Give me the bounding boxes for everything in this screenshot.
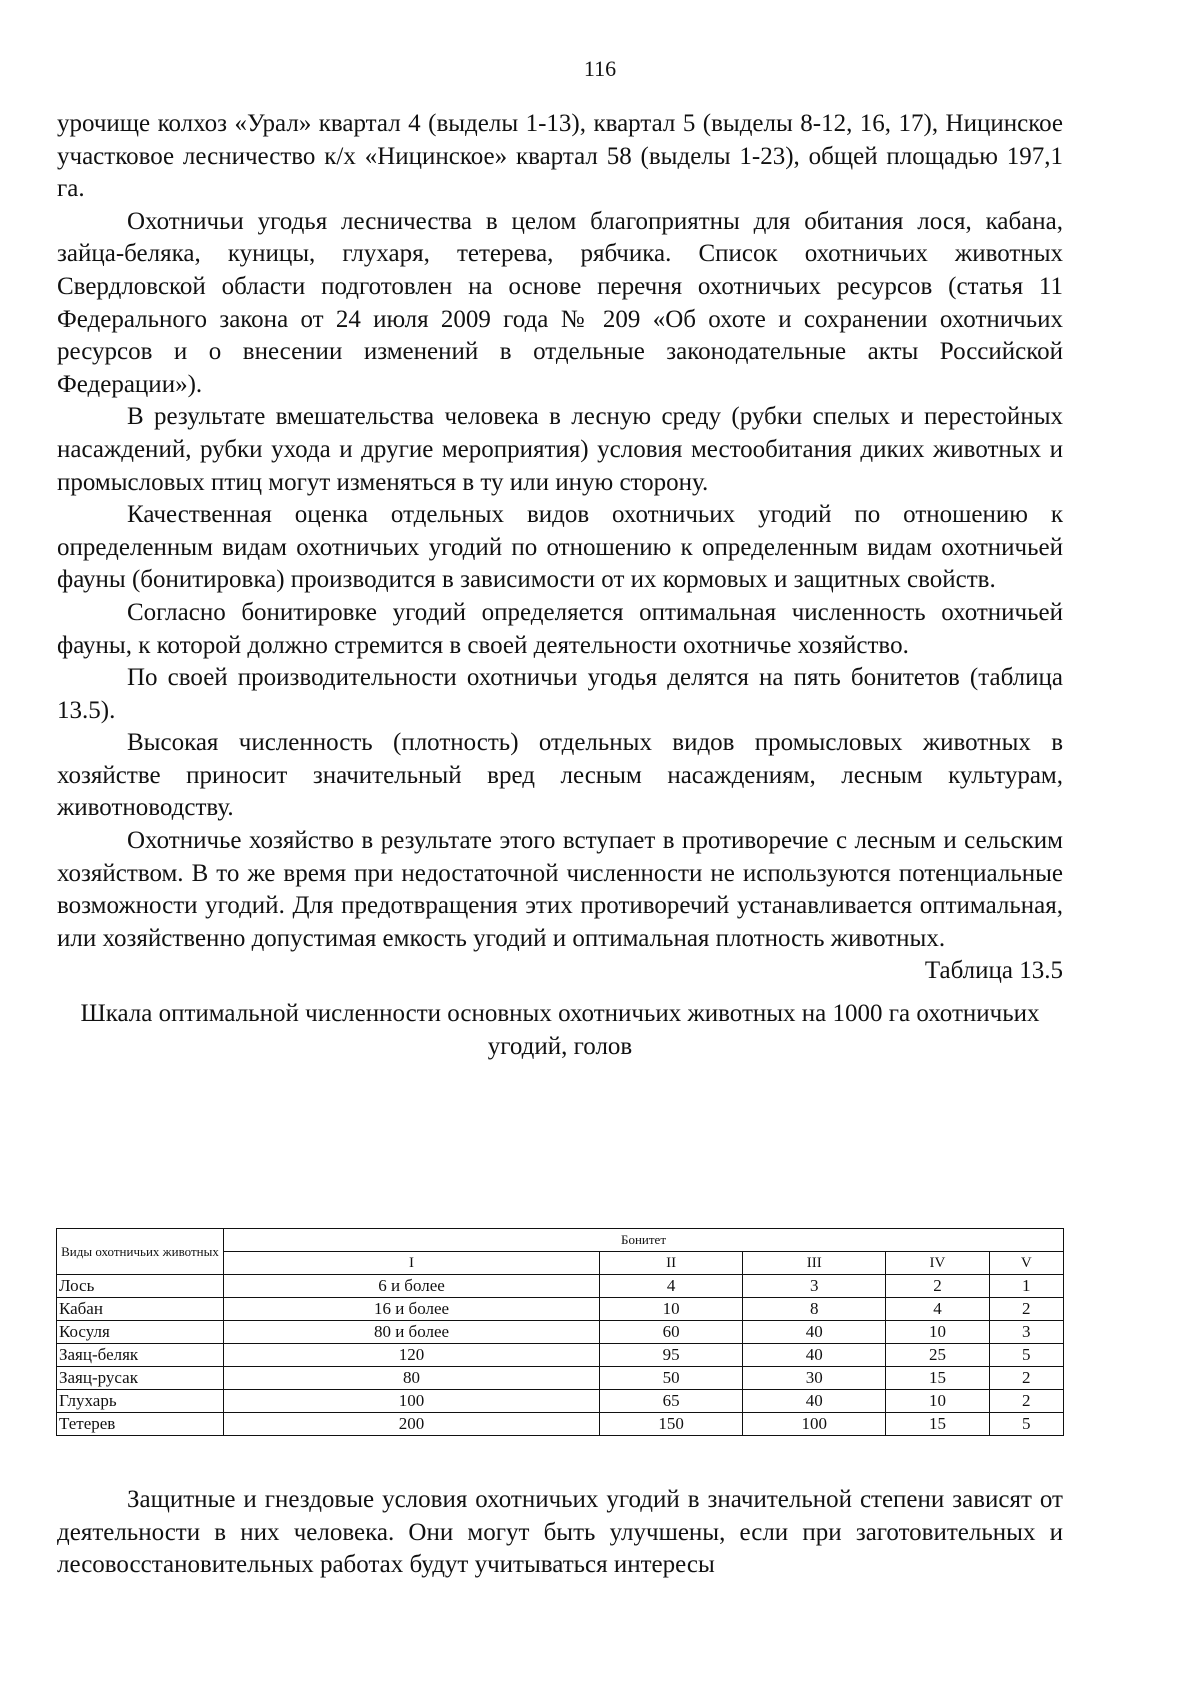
- value-cell: 120: [224, 1344, 600, 1367]
- value-cell: 16 и более: [224, 1298, 600, 1321]
- value-cell: 10: [886, 1390, 989, 1413]
- table-header-row: [57, 1229, 1064, 1252]
- body-text-top: [57, 108, 1063, 1063]
- value-cell: 200: [224, 1413, 600, 1436]
- value-cell: 1: [989, 1275, 1063, 1298]
- table-label: Таблица 13.5: [924, 957, 1063, 985]
- paragraph: По своей производительности охотничьи угодья делятся на пять бонитетов (таблица 13.5).: [57, 664, 1063, 724]
- species-cell: Заяц-русак: [57, 1367, 224, 1390]
- value-cell: 8: [743, 1298, 886, 1321]
- table-title: Шкала оптимальной численности основных охотничьих животных на 1000 га охотничьих угодий, голов: [80, 1000, 1040, 1060]
- species-cell: Тетерев: [57, 1413, 224, 1436]
- value-cell: 40: [743, 1344, 886, 1367]
- paragraph: Качественная оценка отдельных видов охотничьих угодий по отношению к определенным видам охотничьих угодий по отношению к определенным видам охотничьей фауны (бонитировка) производится в зависимости от их кормовых и защитных свойств.: [57, 501, 1063, 594]
- value-cell: 15: [886, 1413, 989, 1436]
- value-cell: 5: [989, 1413, 1063, 1436]
- value-cell: 65: [600, 1390, 743, 1413]
- value-cell: 40: [743, 1321, 886, 1344]
- value-cell: 3: [989, 1321, 1063, 1344]
- value-cell: 5: [989, 1344, 1063, 1367]
- species-header: Виды охотничьих животных: [57, 1229, 224, 1275]
- paragraph: Охотничье хозяйство в результате этого вступает в противоречие с лесным и сельским хозяйством. В то же время при недостаточной численности не используются потенциальные возможности угодий. Для предотвращения этих противоречий устанавливается оптимальная, или хозяйственно допустимая емкость угодий и оптимальная плотность животных.: [57, 827, 1063, 952]
- table-row: [57, 1275, 1064, 1298]
- value-cell: 10: [600, 1298, 743, 1321]
- value-cell: 40: [743, 1390, 886, 1413]
- paragraph: Охотничьи угодья лесничества в целом благоприятны для обитания лося, кабана, зайца-беляка, куницы, глухаря, тетерева, рябчика. Список охотничьих животных Свердловской области подготовлен на основе перечня охотничьих ресурсов (статья 11 Федерального закона от 24 июля 2009 года № 209 «Об охоте и сохранении охотничьих ресурсов и о внесении изменений в отдельные законодательные акты Российской Федерации»).: [57, 207, 1063, 398]
- bonitet-class-header: II: [600, 1252, 743, 1275]
- paragraph: урочище колхоз «Урал» квартал 4 (выделы 1-13), квартал 5 (выделы 8-12, 16, 17), Ницинское участковое лесничество к/х «Ницинское» квартал 58 (выделы 1-23), общей площадью 197,1 га.: [57, 110, 1063, 203]
- table-row: [57, 1367, 1064, 1390]
- table-row: [57, 1298, 1064, 1321]
- bonitet-class-header: V: [989, 1252, 1063, 1275]
- value-cell: 50: [600, 1367, 743, 1390]
- table-row: [57, 1390, 1064, 1413]
- bonitet-header: Бонитет: [224, 1229, 1064, 1252]
- value-cell: 95: [600, 1344, 743, 1367]
- species-cell: Косуля: [57, 1321, 224, 1344]
- species-cell: Глухарь: [57, 1390, 224, 1413]
- bonitet-class-header: IV: [886, 1252, 989, 1275]
- species-cell: Кабан: [57, 1298, 224, 1321]
- value-cell: 60: [600, 1321, 743, 1344]
- paragraph: Высокая численность (плотность) отдельных видов промысловых животных в хозяйстве приносит значительный вред лесным насаждениям, лесным культурам, животноводству.: [57, 729, 1063, 822]
- page-number: 116: [583, 56, 617, 81]
- species-cell: Заяц-беляк: [57, 1344, 224, 1367]
- paragraph: В результате вмешательства человека в лесную среду (рубки спелых и перестойных насаждений, рубки ухода и другие мероприятия) условия местообитания диких животных и промысловых птиц могут изменяться в ту или иную сторону.: [57, 403, 1063, 496]
- bonitet-class-header: III: [743, 1252, 886, 1275]
- table-row: [57, 1344, 1064, 1367]
- value-cell: 25: [886, 1344, 989, 1367]
- value-cell: 6 и более: [224, 1275, 600, 1298]
- bonitet-table: [56, 1228, 1064, 1436]
- value-cell: 2: [989, 1298, 1063, 1321]
- value-cell: 80: [224, 1367, 600, 1390]
- value-cell: 100: [224, 1390, 600, 1413]
- value-cell: 3: [743, 1275, 886, 1298]
- paragraph: Согласно бонитировке угодий определяется оптимальная численность охотничьей фауны, к которой должно стремится в своей деятельности охотничье хозяйство.: [57, 598, 1063, 659]
- value-cell: 4: [600, 1275, 743, 1298]
- value-cell: 10: [886, 1321, 989, 1344]
- value-cell: 30: [743, 1367, 886, 1390]
- value-cell: 2: [989, 1390, 1063, 1413]
- value-cell: 150: [600, 1413, 743, 1436]
- value-cell: 100: [743, 1413, 886, 1436]
- value-cell: 80 и более: [224, 1321, 600, 1344]
- value-cell: 15: [886, 1367, 989, 1390]
- body-text-bottom: [57, 1484, 1063, 1582]
- value-cell: 2: [886, 1275, 989, 1298]
- species-cell: Лось: [57, 1275, 224, 1298]
- value-cell: 2: [989, 1367, 1063, 1390]
- value-cell: 4: [886, 1298, 989, 1321]
- table-row: [57, 1321, 1064, 1344]
- table-row: [57, 1413, 1064, 1436]
- paragraph: Защитные и гнездовые условия охотничьих угодий в значительной степени зависят от деятельности в них человека. Они могут быть улучшены, если при заготовительных и лесовосстановительных работах будут учитываться интересы: [57, 1486, 1063, 1579]
- bonitet-class-header: I: [224, 1252, 600, 1275]
